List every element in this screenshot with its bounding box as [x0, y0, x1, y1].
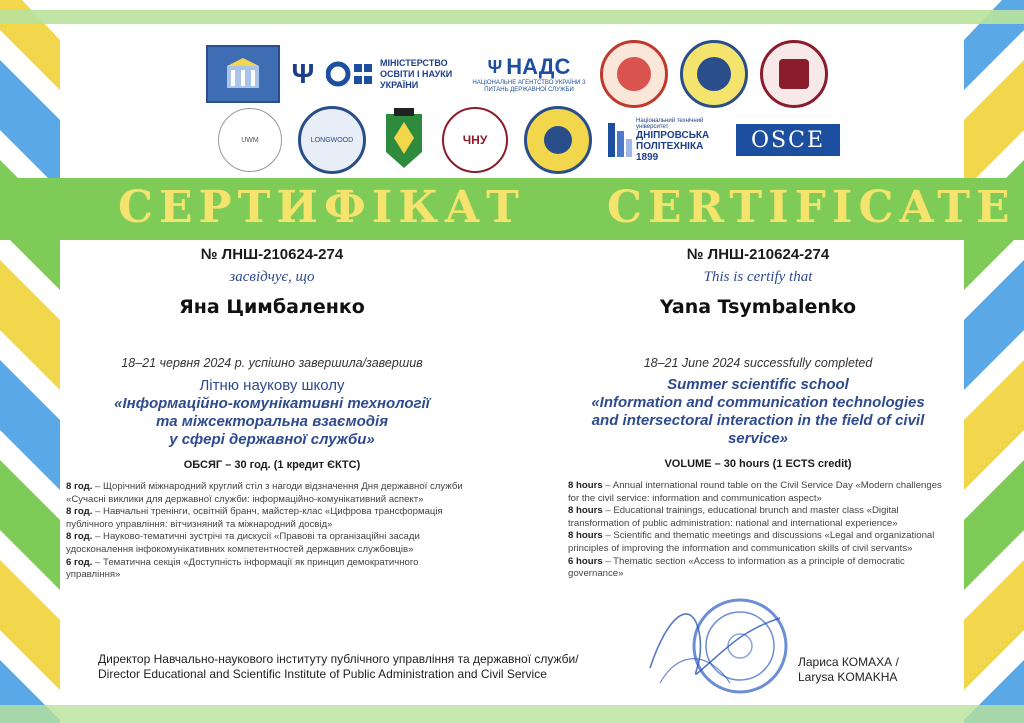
ua-certifies-text: засвідчує, що — [229, 269, 315, 285]
trident-icon: Ψ — [291, 58, 315, 89]
ua-program-item: 8 год. – Навчальні тренінги, освітній бранч, майстер-клас «Цифрова трансформація публічного управління: вітчизняний та міжнародний досвід» — [66, 506, 443, 530]
logos-row-1 — [206, 40, 828, 108]
nads-logo: Ψ НАДС НАЦІОНАЛЬНЕ АГЕНТСТВО УКРАЇНИ З ПИТАНЬ ДЕРЖАВНОЇ СЛУЖБИ — [470, 54, 588, 94]
en-program-item: 8 hours – Educational trainings, educational brunch and master class «Digital transformation of public administration: national and international experience» — [568, 505, 899, 529]
left-decorative-stripes — [0, 0, 70, 723]
university-seal-1-logo — [600, 40, 668, 108]
naval-seal-logo — [524, 106, 592, 174]
nads-title: НАДС — [506, 54, 571, 79]
en-certifies-text: This is certify that — [703, 269, 813, 285]
en-completed-text: 18–21 June 2024 successfully completed — [643, 356, 873, 370]
ua-course-line-1: «Інформаційно-комунікативні технології — [114, 395, 430, 412]
top-border-line — [0, 10, 1024, 24]
osce-logo: OSCE — [736, 124, 840, 156]
chnu-logo: ЧНУ — [442, 107, 508, 173]
bottom-border-line — [0, 705, 1024, 723]
en-course-line-2: and intersectoral interaction in the field of civil — [591, 412, 925, 429]
signer-position — [98, 652, 579, 682]
official-stamp-and-signature — [640, 588, 790, 703]
signer-name — [798, 655, 899, 685]
ua-certificate-title: СЕРТИФІКАТ — [118, 182, 525, 233]
nads-subtitle: НАЦІОНАЛЬНЕ АГЕНТСТВО УКРАЇНИ З ПИТАНЬ ДЕРЖАВНОЇ СЛУЖБИ — [472, 80, 586, 93]
logos-row-2 — [218, 106, 840, 174]
signer-name-en: Larysa KOMAKHA — [798, 670, 898, 684]
ua-program-item: 8 год. – Щорічний міжнародний круглий стіл з нагоди відзначення Дня державної служби «Сучасні виклики для державної служби: інформаційно-комунікативний аспект» — [66, 481, 463, 505]
ua-program-item: 8 год. – Науково-тематичні зустрічі та дискусії «Правові та організаційні засади удосконалення інфокомунікативних компетентностей державних службовців» — [66, 531, 420, 555]
en-program-item: 6 hours – Thematic section «Access to information as a principle of democratic governance» — [568, 555, 905, 580]
en-course-line-3: service» — [727, 430, 789, 447]
university-warmia-mazury-logo: UWM — [218, 108, 282, 172]
en-course-line-1: «Information and communication technologies — [591, 394, 925, 411]
ua-course-line-2: та міжсекторальна взаємодія — [155, 413, 389, 430]
ua-course-line-3: у сфері державної служби» — [169, 431, 375, 448]
en-school-title: Summer scientific school — [667, 376, 849, 393]
en-program-item: 8 hours – Scientific and thematic meetings and discussions «Legal and organizational principles of improving the information and communication skills of civil servants» — [568, 530, 935, 554]
en-program-list — [548, 480, 948, 581]
dniprovska-title: ДНІПРОВСЬКА ПОЛІТЕХНІКА — [636, 129, 710, 152]
en-program-item: 8 hours – Annual international round table on the Civil Service Day «Modern challenges for the civil service: information and communication aspect» — [568, 480, 942, 504]
university-seal-2-logo — [680, 40, 748, 108]
ua-recipient-name: Яна Цимбаленко — [179, 296, 365, 318]
ministry-emblem-logo — [206, 45, 280, 103]
en-certificate-title: CERTIFICATE — [607, 182, 1016, 233]
dniprovska-small-text: Національний технічний університет — [636, 117, 704, 130]
en-certificate-number: № ЛНШ-210624-274 — [686, 246, 830, 263]
ua-column — [62, 246, 482, 582]
ministry-education-logo — [326, 58, 458, 91]
longwood-university-logo: LONGWOOD — [298, 106, 366, 174]
signer-name-ua: Лариса КОМАХА / — [798, 655, 899, 669]
en-volume: VOLUME – 30 hours (1 ECTS credit) — [664, 458, 852, 470]
dniprovska-year: 1899 — [636, 151, 659, 163]
ministry-education-text: МІНІСТЕРСТВО ОСВІТИ І НАУКИ УКРАЇНИ — [380, 57, 453, 90]
university-crest-logo — [382, 108, 426, 172]
en-column — [548, 246, 968, 581]
en-recipient-name: Yana Tsymbalenko — [659, 296, 857, 318]
university-seal-3-logo — [760, 40, 828, 108]
ua-certificate-number: № ЛНШ-210624-274 — [200, 246, 344, 263]
dniprovska-politekhnika-logo — [608, 118, 720, 163]
ua-completed-text: 18–21 червня 2024 р. успішно завершила/завершив — [121, 356, 423, 370]
ua-volume: ОБСЯГ – 30 год. (1 кредит ЄКТС) — [183, 459, 361, 471]
ua-program-item: 6 год. – Тематична секція «Доступність інформації як принцип демократичного управління» — [66, 556, 419, 581]
signer-position-en: Director Educational and Scientific Institute of Public Administration and Civil Service — [98, 667, 547, 681]
ua-program-list — [62, 481, 466, 582]
signer-position-ua: Директор Навчально-наукового інституту публічного управління та державної служби/ — [98, 652, 579, 666]
ua-school-title: Літню наукову школу — [199, 377, 345, 394]
